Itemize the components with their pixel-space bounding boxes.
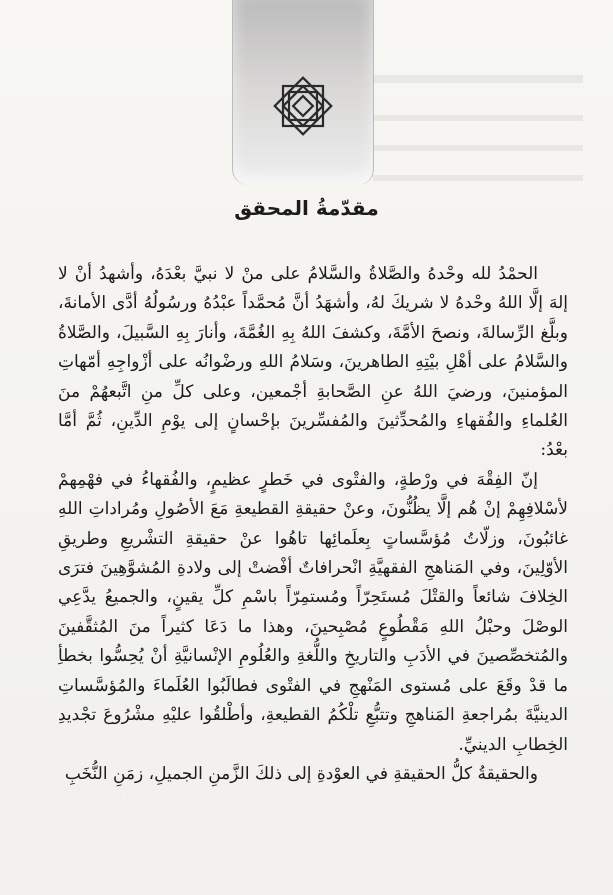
paragraph-fiqh: إنّ الفِقْهَ في ورْطةٍ، والفتْوى في خَطرٍ عظيمٍ، والفُقهاءُ في فهْمِهمْ لأسْلافِهِمْ إنْ هُم إلَّا يظُنُّونَ، وعنْ حقيقةِ القطيعةِ مَعَ الأصُولِ ومُراداتِ اللهِ غائبُونَ، وزلّاتُ مُؤسَّساتٍ بِعلَمائِها تاهُوا عنْ حقيقةِ التشْريعِ وطريقِ الأوّلِينَ، وفي المَناهجِ الفقهيَّةِ انْحرافاتٌ أفْضتْ إلى ولادةِ المُشوَّهِينَ فترَى الخِلافَ شائعاً والقتْلَ مُستَحِرّاً ومُستمِرّاً باسْمِ كلِّ يقينٍ، والجميعُ يدَّعِي الوصْلَ وحبْلُ اللهِ مَقْطُوعٍ مُصْبِحينَ، وهذا ما دَعَا كثيراً منَ المُثقَّفينَ والمُتخصِّصينَ في الأدَبِ والتاريخِ واللُّغةِ والعُلُومِ الإنْسانيَّةِ أنْ يُحِسُّوا بخطأِ ما قدْ وقَعَ على مُستوى المَنْهجِ في الفتْوى فطالَبُوا العُلَماءَ والمُؤسَّساتِ الدينيَّةَ بمُراجعةِ المَناهجِ وتتبُّعِ تلْكُمُ القطيعةِ، وأطْلقُوا عليْهِ مشْرُوعَ تجْديدِ الخِطابِ الدينيِّ. [58,469,568,755]
paragraph-truth: والحقيقةُ كلُّ الحقيقةِ في العوْدةِ إلى ذلكَ الزَّمنِ الجميلِ، زمَنِ النُّخَبِ [64,763,538,784]
eight-point-star-knot-icon [267,70,339,142]
paragraph-opening: الحمْدُ لله وحْدهُ والصَّلاةُ والسَّلامُ على منْ لا نبيَّ بعْدَهُ، وأشهدُ أنْ لا إلهَ إلَّا اللهُ وحْدهُ لا شريكَ لهُ، وأشهَدُ أنَّ مُحمَّداً عبْدُهُ ورسُولُهُ أدَّى الأمانةَ، وبلَّغ الرِّسالةَ، ونصحَ الأمَّةَ، وكشفَ اللهُ بِهِ الغُمَّةَ، وأنارَ بِهِ السَّبيلَ، والصَّلاةُ والسَّلامُ على أهْلِ بيْتِهِ الطاهرينَ، وسَلامُ اللهِ ورضْوانُه على أزْواجِهِ أمّهاتِ المؤمنينَ، ورضيَ اللهُ عنِ الصَّحابةِ أجْمعين، وعلى كلِّ منِ اتَّبعهُمْ منَ العُلماءِ والفُقهاءِ والمُحدِّثينَ والمُفسِّرينَ بإحْسانٍ إلى يوْمِ الدِّينِ، ثُمَّ أمَّا بعْدُ: [58,264,568,461]
body-text [58,260,568,789]
chapter-title: مقدّمةُ المحقق [234,196,379,220]
